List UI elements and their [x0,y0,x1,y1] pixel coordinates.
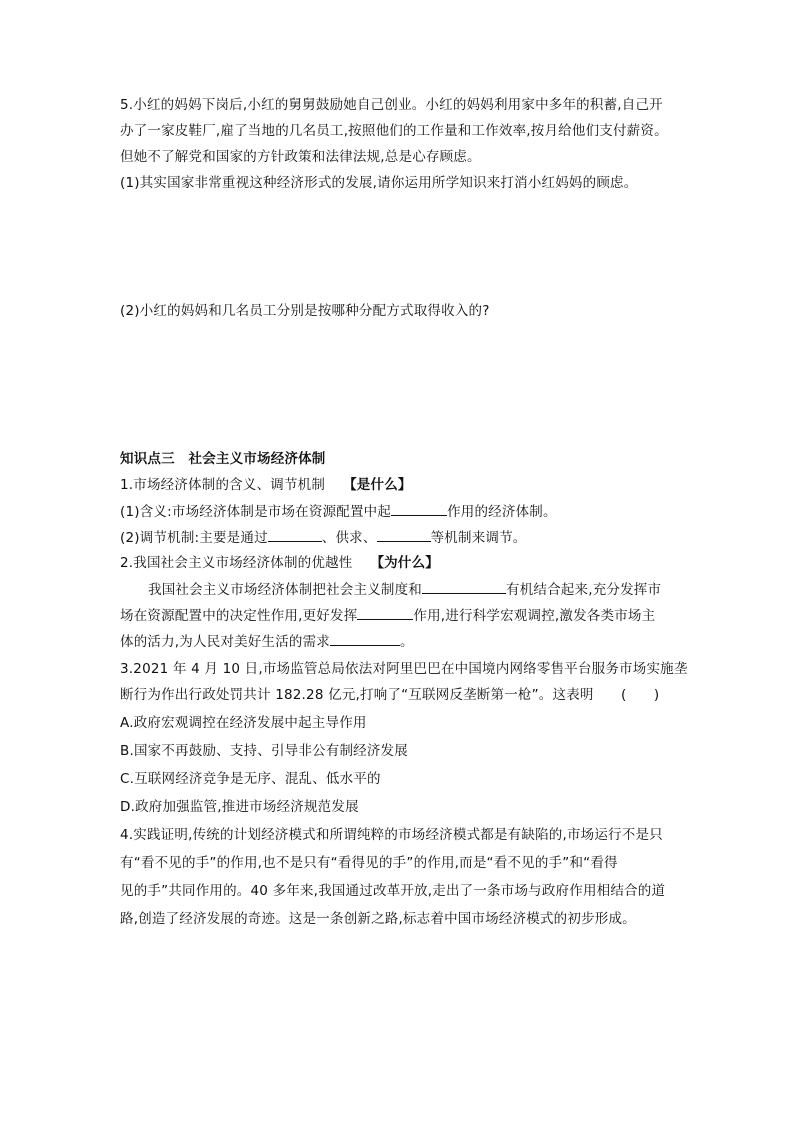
q4-line-3: 见的手”共同作用的。40 多年来,我国通过改革开放,走出了一条市场与政府作用相结合的道 [120,883,666,899]
q5-stem-line-2: 办了一家皮鞋厂,雇了当地的几名员工,按照他们的工作量和工作效率,按月给他们支付薪资。 [120,123,668,139]
item2-heading-text: 2.我国社会主义市场经济体制的优越性 [120,555,353,571]
definition-text-before: (1)含义:市场经济体制是市场在资源配置中起 [120,504,392,520]
section-title: 知识点三 社会主义市场经济体制 [120,451,326,467]
q3-stem-line-1: 3.2021 年 4 月 10 日,市场监管总局依法对阿里巴巴在中国境内网络零售平台服务市场实施垄 [120,661,688,677]
q3-option-d[interactable]: D.政府加强监管,推进市场经济规范发展 [120,799,359,815]
item2-tag: 【为什么】 [370,555,439,571]
answer-blank[interactable] [377,527,431,542]
advantage-text: 有机结合起来,充分发挥市 [506,582,662,598]
answer-blank[interactable] [330,631,400,646]
q5-sub-question-1: (1)其实国家非常重视这种经济形式的发展,请你运用所学知识来打消小红妈妈的顾虑。 [120,175,638,191]
definition-text-after: 作用的经济体制。 [447,504,557,520]
item1-tag: 【是什么】 [343,477,412,493]
item1-heading-text: 1.市场经济体制的含义、调节机制 [120,477,326,493]
q3-stem-line-2: 断行为作出行政处罚共计 182.28 亿元,打响了“互联网反垄断第一枪”。这表明 ( ) [120,687,660,703]
advantage-text: 。 [400,634,414,650]
q5-sub-question-2: (2)小红的妈妈和几名员工分别是按哪种分配方式取得收入的? [120,303,490,319]
answer-blank[interactable] [357,605,413,620]
advantage-line-3 [120,631,680,652]
q4-line-4: 路,创造了经济发展的奇迹。这是一条创新之路,标志着中国市场经济模式的初步形成。 [120,911,636,927]
advantage-text: 体的活力,为人民对美好生活的需求 [120,634,330,650]
advantage-text: 场在资源配置中的决定性作用,更好发挥 [120,608,358,624]
q3-option-a[interactable]: A.政府宏观调控在经济发展中起主导作用 [120,715,367,731]
answer-blank[interactable] [422,579,506,594]
definition-line [120,501,680,522]
answer-blank[interactable] [391,501,447,516]
answer-blank[interactable] [268,527,322,542]
advantage-line-2 [120,605,680,626]
advantage-line-1 [148,579,708,600]
q3-option-b[interactable]: B.国家不再鼓励、支持、引导非公有制经济发展 [120,743,408,759]
mechanism-text-mid: 、供求、 [321,530,377,546]
advantage-text: 我国社会主义市场经济体制把社会主义制度和 [148,582,422,598]
q3-option-c[interactable]: C.互联网经济竞争是无序、混乱、低水平的 [120,771,381,787]
item2-heading [120,553,680,573]
mechanism-text-after: 等机制来调节。 [430,530,527,546]
mechanism-line [120,527,680,548]
q5-stem-line-3: 但她不了解党和国家的方针政策和法律法规,总是心存顾虑。 [120,149,481,165]
q5-stem-line-1: 5.小红的妈妈下岗后,小红的舅舅鼓励她自己创业。小红的妈妈利用家中多年的积蓄,自己开 [120,97,663,113]
q4-line-1: 4.实践证明,传统的计划经济模式和所谓纯粹的市场经济模式都是有缺陷的,市场运行不是只 [120,827,663,843]
item1-heading [120,475,680,495]
q4-line-2: 有“看不见的手”的作用,也不是只有“看得见的手”的作用,而是“看不见的手”和“看得 [120,855,618,871]
advantage-text: 作用,进行科学宏观调控,激发各类市场主 [413,608,656,624]
mechanism-text-before: (2)调节机制:主要是通过 [120,530,268,546]
